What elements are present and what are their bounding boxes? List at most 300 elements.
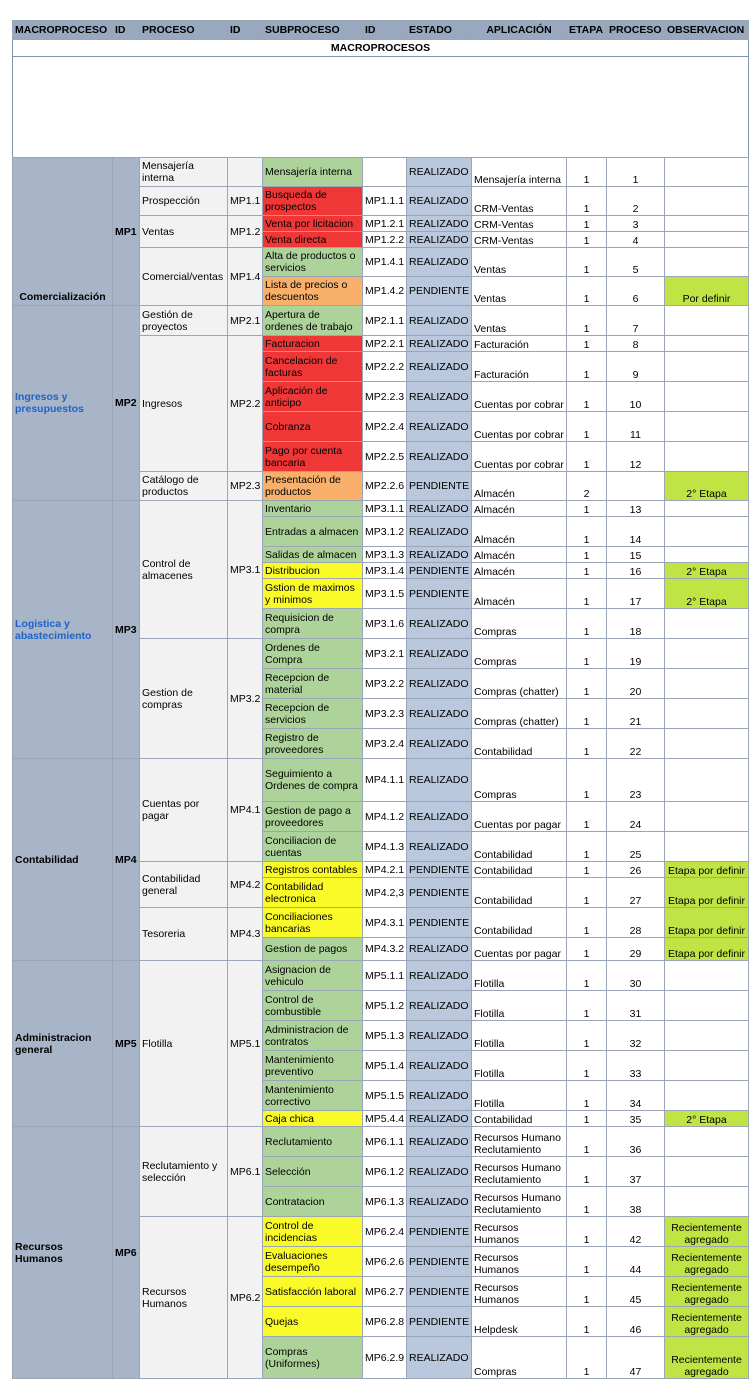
status-cell[interactable]: REALIZADO	[407, 1081, 472, 1111]
subprocess-name[interactable]: Registros contables	[263, 862, 363, 878]
etapa-cell[interactable]: 1	[567, 501, 607, 517]
subprocess-name[interactable]: Gstion de maximos y minimos	[263, 579, 363, 609]
application-cell[interactable]: Contabilidad	[472, 729, 567, 759]
etapa-cell[interactable]: 1	[567, 938, 607, 961]
observation-cell[interactable]	[665, 517, 749, 547]
etapa-cell[interactable]: 1	[567, 563, 607, 579]
status-cell[interactable]: REALIZADO	[407, 248, 472, 277]
status-cell[interactable]: REALIZADO	[407, 306, 472, 336]
subprocess-name[interactable]: Gestion de pago a proveedores	[263, 802, 363, 832]
process-name[interactable]: Control de almacenes	[140, 501, 228, 639]
process-id[interactable]: MP2.2	[228, 336, 263, 472]
observation-cell[interactable]	[665, 639, 749, 669]
process-name[interactable]: Tesoreria	[140, 908, 228, 961]
observation-cell[interactable]: Recientemente agregado	[665, 1307, 749, 1337]
application-cell[interactable]: Cuentas por pagar	[472, 802, 567, 832]
observation-cell[interactable]	[665, 1127, 749, 1157]
status-cell[interactable]: REALIZADO	[407, 832, 472, 862]
status-cell[interactable]: REALIZADO	[407, 547, 472, 563]
subprocess-id[interactable]: MP3.1.1	[363, 501, 407, 517]
observation-cell[interactable]	[665, 336, 749, 352]
observation-cell[interactable]	[665, 1081, 749, 1111]
application-cell[interactable]: Ventas	[472, 248, 567, 277]
application-cell[interactable]: Cuentas por cobrar	[472, 442, 567, 472]
subprocess-name[interactable]: Asignacion de vehiculo	[263, 961, 363, 991]
macro-name[interactable]: Recursos Humanos	[13, 1127, 113, 1379]
status-cell[interactable]: REALIZADO	[407, 1157, 472, 1187]
etapa-cell[interactable]: 1	[567, 729, 607, 759]
process-id[interactable]: MP2.3	[228, 472, 263, 501]
observation-cell[interactable]: Recientemente agregado	[665, 1337, 749, 1379]
application-cell[interactable]: Facturación	[472, 352, 567, 382]
header-macro-id[interactable]: ID	[113, 21, 140, 40]
process-id[interactable]: MP6.2	[228, 1217, 263, 1379]
subprocess-id[interactable]: MP4.1.1	[363, 759, 407, 802]
macro-id[interactable]: MP1	[113, 158, 140, 306]
status-cell[interactable]: REALIZADO	[407, 412, 472, 442]
subprocess-name[interactable]: Pago por cuenta bancaria	[263, 442, 363, 472]
observation-cell[interactable]	[665, 232, 749, 248]
observation-cell[interactable]	[665, 729, 749, 759]
etapa-cell[interactable]: 1	[567, 1021, 607, 1051]
process-name[interactable]: Mensajería interna	[140, 158, 228, 187]
status-cell[interactable]: PENDIENTE	[407, 862, 472, 878]
etapa-cell[interactable]: 1	[567, 158, 607, 187]
subprocess-id[interactable]: MP5.4.4	[363, 1111, 407, 1127]
process-name[interactable]: Comercial/ventas	[140, 248, 228, 306]
etapa-cell[interactable]: 1	[567, 547, 607, 563]
process-name[interactable]: Ventas	[140, 216, 228, 248]
subprocess-id[interactable]: MP2.2.1	[363, 336, 407, 352]
subprocess-name[interactable]: Presentación de productos	[263, 472, 363, 501]
process-number-cell[interactable]: 47	[607, 1337, 665, 1379]
macro-id[interactable]: MP2	[113, 306, 140, 501]
process-id[interactable]: MP3.2	[228, 639, 263, 759]
etapa-cell[interactable]: 1	[567, 1217, 607, 1247]
subprocess-id[interactable]: MP3.2.3	[363, 699, 407, 729]
subprocess-id[interactable]: MP2.1.1	[363, 306, 407, 336]
macro-name[interactable]: Administracion general	[13, 961, 113, 1127]
observation-cell[interactable]	[665, 382, 749, 412]
subprocess-name[interactable]: Caja chica	[263, 1111, 363, 1127]
subprocess-id[interactable]: MP2.2.3	[363, 382, 407, 412]
subprocess-name[interactable]: Salidas de almacen	[263, 547, 363, 563]
subprocess-name[interactable]: Satisfacción laboral	[263, 1277, 363, 1307]
process-number-cell[interactable]: 11	[607, 412, 665, 442]
status-cell[interactable]: PENDIENTE	[407, 1277, 472, 1307]
header-observacion[interactable]: OBSERVACION	[665, 21, 749, 40]
observation-cell[interactable]	[665, 832, 749, 862]
status-cell[interactable]: PENDIENTE	[407, 908, 472, 938]
process-name[interactable]: Ingresos	[140, 336, 228, 472]
application-cell[interactable]: Almacén	[472, 579, 567, 609]
status-cell[interactable]: REALIZADO	[407, 158, 472, 187]
subprocess-id[interactable]: MP4.2.1	[363, 862, 407, 878]
subprocess-name[interactable]: Cobranza	[263, 412, 363, 442]
application-cell[interactable]: Facturación	[472, 336, 567, 352]
status-cell[interactable]: PENDIENTE	[407, 472, 472, 501]
application-cell[interactable]: Contabilidad	[472, 878, 567, 908]
application-cell[interactable]: Contabilidad	[472, 832, 567, 862]
header-proceso[interactable]: PROCESO	[140, 21, 228, 40]
observation-cell[interactable]	[665, 216, 749, 232]
application-cell[interactable]: Cuentas por cobrar	[472, 382, 567, 412]
subprocess-name[interactable]: Seguimiento a Ordenes de compra	[263, 759, 363, 802]
etapa-cell[interactable]: 1	[567, 699, 607, 729]
subprocess-name[interactable]: Contratacion	[263, 1187, 363, 1217]
header-aplicacion[interactable]: APLICACIÓN	[472, 21, 567, 40]
status-cell[interactable]: REALIZADO	[407, 1021, 472, 1051]
process-number-cell[interactable]: 18	[607, 609, 665, 639]
macro-name[interactable]: Ingresos y presupuestos	[13, 306, 113, 501]
status-cell[interactable]: REALIZADO	[407, 609, 472, 639]
process-number-cell[interactable]: 35	[607, 1111, 665, 1127]
etapa-cell[interactable]: 1	[567, 187, 607, 216]
subprocess-name[interactable]: Cancelacion de facturas	[263, 352, 363, 382]
application-cell[interactable]: Flotilla	[472, 1051, 567, 1081]
observation-cell[interactable]: Etapa por definir	[665, 862, 749, 878]
process-name[interactable]: Prospección	[140, 187, 228, 216]
application-cell[interactable]: Contabilidad	[472, 1111, 567, 1127]
etapa-cell[interactable]: 1	[567, 1051, 607, 1081]
subprocess-name[interactable]: Aplicación de anticipo	[263, 382, 363, 412]
observation-cell[interactable]	[665, 961, 749, 991]
process-number-cell[interactable]: 17	[607, 579, 665, 609]
etapa-cell[interactable]: 1	[567, 609, 607, 639]
header-sub-id[interactable]: ID	[363, 21, 407, 40]
process-number-cell[interactable]: 34	[607, 1081, 665, 1111]
application-cell[interactable]: Flotilla	[472, 991, 567, 1021]
status-cell[interactable]: REALIZADO	[407, 669, 472, 699]
process-number-cell[interactable]	[607, 472, 665, 501]
process-name[interactable]: Cuentas por pagar	[140, 759, 228, 862]
process-id[interactable]: MP5.1	[228, 961, 263, 1127]
application-cell[interactable]: Cuentas por cobrar	[472, 412, 567, 442]
subprocess-name[interactable]: Gestion de pagos	[263, 938, 363, 961]
subprocess-id[interactable]: MP1.2.2	[363, 232, 407, 248]
application-cell[interactable]: Recursos Humano Reclutamiento	[472, 1157, 567, 1187]
application-cell[interactable]: Flotilla	[472, 1081, 567, 1111]
status-cell[interactable]: REALIZADO	[407, 1127, 472, 1157]
etapa-cell[interactable]: 1	[567, 216, 607, 232]
status-cell[interactable]: PENDIENTE	[407, 1217, 472, 1247]
status-cell[interactable]: REALIZADO	[407, 187, 472, 216]
status-cell[interactable]: REALIZADO	[407, 699, 472, 729]
observation-cell[interactable]	[665, 352, 749, 382]
etapa-cell[interactable]: 1	[567, 1157, 607, 1187]
application-cell[interactable]: Ventas	[472, 277, 567, 306]
process-number-cell[interactable]: 13	[607, 501, 665, 517]
application-cell[interactable]: Recursos Humano Reclutamiento	[472, 1187, 567, 1217]
observation-cell[interactable]: 2° Etapa	[665, 472, 749, 501]
process-id[interactable]: MP1.2	[228, 216, 263, 248]
subprocess-name[interactable]: Venta directa	[263, 232, 363, 248]
subprocess-name[interactable]: Quejas	[263, 1307, 363, 1337]
subprocess-id[interactable]: MP6.1.3	[363, 1187, 407, 1217]
status-cell[interactable]: REALIZADO	[407, 216, 472, 232]
etapa-cell[interactable]: 1	[567, 1081, 607, 1111]
subprocess-name[interactable]: Apertura de ordenes de trabajo	[263, 306, 363, 336]
application-cell[interactable]: Compras	[472, 1337, 567, 1379]
observation-cell[interactable]	[665, 802, 749, 832]
subprocess-id[interactable]: MP2.2.2	[363, 352, 407, 382]
subprocess-name[interactable]: Mensajería interna	[263, 158, 363, 187]
subprocess-id[interactable]: MP1.4.1	[363, 248, 407, 277]
application-cell[interactable]: Helpdesk	[472, 1307, 567, 1337]
process-number-cell[interactable]: 37	[607, 1157, 665, 1187]
process-name[interactable]: Catálogo de productos	[140, 472, 228, 501]
process-id[interactable]: MP4.1	[228, 759, 263, 862]
status-cell[interactable]: REALIZADO	[407, 517, 472, 547]
subprocess-id[interactable]: MP3.1.6	[363, 609, 407, 639]
application-cell[interactable]: Recursos Humano Reclutamiento	[472, 1127, 567, 1157]
application-cell[interactable]: Compras	[472, 759, 567, 802]
macro-id[interactable]: MP4	[113, 759, 140, 961]
subprocess-id[interactable]: MP2.2.6	[363, 472, 407, 501]
subprocess-id[interactable]: MP4.3.2	[363, 938, 407, 961]
macro-name[interactable]: Comercialización	[13, 158, 113, 306]
etapa-cell[interactable]: 1	[567, 639, 607, 669]
status-cell[interactable]: PENDIENTE	[407, 878, 472, 908]
process-number-cell[interactable]: 2	[607, 187, 665, 216]
etapa-cell[interactable]: 1	[567, 277, 607, 306]
subprocess-name[interactable]: Mantenimiento preventivo	[263, 1051, 363, 1081]
application-cell[interactable]: Contabilidad	[472, 862, 567, 878]
subprocess-id[interactable]: MP2.2.5	[363, 442, 407, 472]
etapa-cell[interactable]: 1	[567, 442, 607, 472]
etapa-cell[interactable]: 1	[567, 336, 607, 352]
application-cell[interactable]: Almacén	[472, 472, 567, 501]
application-cell[interactable]: Almacén	[472, 501, 567, 517]
subprocess-name[interactable]: Reclutamiento	[263, 1127, 363, 1157]
subprocess-name[interactable]: Selección	[263, 1157, 363, 1187]
status-cell[interactable]: REALIZADO	[407, 352, 472, 382]
subprocess-name[interactable]: Evaluaciones desempeño	[263, 1247, 363, 1277]
subprocess-name[interactable]: Requisicion de compra	[263, 609, 363, 639]
subprocess-id[interactable]: MP5.1.4	[363, 1051, 407, 1081]
process-id[interactable]: MP3.1	[228, 501, 263, 639]
subprocess-name[interactable]: Compras (Uniformes)	[263, 1337, 363, 1379]
subprocess-id[interactable]: MP2.2.4	[363, 412, 407, 442]
etapa-cell[interactable]: 1	[567, 412, 607, 442]
process-id[interactable]: MP2.1	[228, 306, 263, 336]
process-number-cell[interactable]: 36	[607, 1127, 665, 1157]
observation-cell[interactable]	[665, 669, 749, 699]
subprocess-id[interactable]: MP4.2,3	[363, 878, 407, 908]
application-cell[interactable]: Almacén	[472, 563, 567, 579]
process-number-cell[interactable]: 38	[607, 1187, 665, 1217]
etapa-cell[interactable]: 1	[567, 1307, 607, 1337]
process-number-cell[interactable]: 25	[607, 832, 665, 862]
process-number-cell[interactable]: 23	[607, 759, 665, 802]
application-cell[interactable]: CRM-Ventas	[472, 216, 567, 232]
macro-name[interactable]: Contabilidad	[13, 759, 113, 961]
subprocess-id[interactable]: MP5.1.5	[363, 1081, 407, 1111]
subprocess-name[interactable]: Inventario	[263, 501, 363, 517]
observation-cell[interactable]	[665, 759, 749, 802]
observation-cell[interactable]: Por definir	[665, 277, 749, 306]
macro-id[interactable]: MP3	[113, 501, 140, 759]
etapa-cell[interactable]: 1	[567, 1277, 607, 1307]
application-cell[interactable]: Almacén	[472, 517, 567, 547]
header-proceso-id[interactable]: ID	[228, 21, 263, 40]
etapa-cell[interactable]: 1	[567, 878, 607, 908]
observation-cell[interactable]	[665, 609, 749, 639]
subprocess-name[interactable]: Administracion de contratos	[263, 1021, 363, 1051]
subprocess-id[interactable]: MP3.2.2	[363, 669, 407, 699]
process-name[interactable]: Reclutamiento y selección	[140, 1127, 228, 1217]
subprocess-id[interactable]: MP6.1.2	[363, 1157, 407, 1187]
etapa-cell[interactable]: 1	[567, 862, 607, 878]
observation-cell[interactable]	[665, 306, 749, 336]
application-cell[interactable]: Compras (chatter)	[472, 699, 567, 729]
process-number-cell[interactable]: 8	[607, 336, 665, 352]
subprocess-id[interactable]: MP1.1.1	[363, 187, 407, 216]
subprocess-name[interactable]: Conciliacion de cuentas	[263, 832, 363, 862]
subprocess-name[interactable]: Busqueda de prospectos	[263, 187, 363, 216]
observation-cell[interactable]	[665, 1187, 749, 1217]
process-number-cell[interactable]: 42	[607, 1217, 665, 1247]
observation-cell[interactable]	[665, 1157, 749, 1187]
subprocess-id[interactable]: MP4.3.1	[363, 908, 407, 938]
header-etapa[interactable]: ETAPA	[567, 21, 607, 40]
subprocess-id[interactable]: MP6.2.7	[363, 1277, 407, 1307]
process-number-cell[interactable]: 4	[607, 232, 665, 248]
observation-cell[interactable]: 2° Etapa	[665, 1111, 749, 1127]
etapa-cell[interactable]: 1	[567, 1247, 607, 1277]
subprocess-id[interactable]: MP1.4.2	[363, 277, 407, 306]
subprocess-id[interactable]: MP3.2.4	[363, 729, 407, 759]
subprocess-id[interactable]: MP6.2.8	[363, 1307, 407, 1337]
subprocess-id[interactable]: MP3.1.2	[363, 517, 407, 547]
header-macroproceso[interactable]: MACROPROCESO	[13, 21, 113, 40]
process-number-cell[interactable]: 32	[607, 1021, 665, 1051]
application-cell[interactable]: CRM-Ventas	[472, 232, 567, 248]
status-cell[interactable]: PENDIENTE	[407, 1247, 472, 1277]
observation-cell[interactable]	[665, 248, 749, 277]
process-number-cell[interactable]: 30	[607, 961, 665, 991]
macro-id[interactable]: MP6	[113, 1127, 140, 1379]
subprocess-id[interactable]: MP4.1.2	[363, 802, 407, 832]
application-cell[interactable]: Ventas	[472, 306, 567, 336]
observation-cell[interactable]: Etapa por definir	[665, 878, 749, 908]
subprocess-id[interactable]: MP3.1.5	[363, 579, 407, 609]
subprocess-name[interactable]: Venta por licitacion	[263, 216, 363, 232]
subprocess-id[interactable]: MP6.2.9	[363, 1337, 407, 1379]
status-cell[interactable]: REALIZADO	[407, 1051, 472, 1081]
observation-cell[interactable]: 2° Etapa	[665, 563, 749, 579]
header-subproceso[interactable]: SUBPROCESO	[263, 21, 363, 40]
etapa-cell[interactable]: 1	[567, 961, 607, 991]
observation-cell[interactable]: 2° Etapa	[665, 579, 749, 609]
process-number-cell[interactable]: 7	[607, 306, 665, 336]
process-number-cell[interactable]: 14	[607, 517, 665, 547]
header-estado[interactable]: ESTADO	[407, 21, 472, 40]
etapa-cell[interactable]: 1	[567, 759, 607, 802]
etapa-cell[interactable]: 1	[567, 1337, 607, 1379]
header-proceso-num[interactable]: PROCESO	[607, 21, 665, 40]
process-number-cell[interactable]: 28	[607, 908, 665, 938]
observation-cell[interactable]: Etapa por definir	[665, 908, 749, 938]
process-number-cell[interactable]: 3	[607, 216, 665, 232]
application-cell[interactable]: Flotilla	[472, 1021, 567, 1051]
process-number-cell[interactable]: 1	[607, 158, 665, 187]
process-id[interactable]	[228, 158, 263, 187]
subprocess-id[interactable]: MP6.2.6	[363, 1247, 407, 1277]
observation-cell[interactable]	[665, 1051, 749, 1081]
process-number-cell[interactable]: 22	[607, 729, 665, 759]
etapa-cell[interactable]: 1	[567, 352, 607, 382]
subprocess-name[interactable]: Registro de proveedores	[263, 729, 363, 759]
application-cell[interactable]: Contabilidad	[472, 908, 567, 938]
subprocess-name[interactable]: Recepcion de servicios	[263, 699, 363, 729]
etapa-cell[interactable]: 1	[567, 908, 607, 938]
status-cell[interactable]: REALIZADO	[407, 336, 472, 352]
status-cell[interactable]: REALIZADO	[407, 759, 472, 802]
status-cell[interactable]: REALIZADO	[407, 639, 472, 669]
process-number-cell[interactable]: 9	[607, 352, 665, 382]
etapa-cell[interactable]: 1	[567, 306, 607, 336]
process-number-cell[interactable]: 20	[607, 669, 665, 699]
observation-cell[interactable]: Etapa por definir	[665, 938, 749, 961]
status-cell[interactable]: REALIZADO	[407, 991, 472, 1021]
etapa-cell[interactable]: 1	[567, 232, 607, 248]
etapa-cell[interactable]: 1	[567, 382, 607, 412]
subprocess-name[interactable]: Recepcion de material	[263, 669, 363, 699]
subprocess-name[interactable]: Contabilidad electronica	[263, 878, 363, 908]
etapa-cell[interactable]: 1	[567, 802, 607, 832]
observation-cell[interactable]: Recientemente agregado	[665, 1277, 749, 1307]
macro-name[interactable]: Logistica y abastecimiento	[13, 501, 113, 759]
subprocess-name[interactable]: Control de combustible	[263, 991, 363, 1021]
status-cell[interactable]: REALIZADO	[407, 729, 472, 759]
process-number-cell[interactable]: 33	[607, 1051, 665, 1081]
etapa-cell[interactable]: 1	[567, 248, 607, 277]
process-number-cell[interactable]: 10	[607, 382, 665, 412]
subprocess-id[interactable]: MP5.1.3	[363, 1021, 407, 1051]
subprocess-name[interactable]: Control de incidencias	[263, 1217, 363, 1247]
status-cell[interactable]: PENDIENTE	[407, 563, 472, 579]
process-number-cell[interactable]: 24	[607, 802, 665, 832]
subprocess-id[interactable]: MP3.1.3	[363, 547, 407, 563]
observation-cell[interactable]	[665, 991, 749, 1021]
etapa-cell[interactable]: 1	[567, 579, 607, 609]
macro-id[interactable]: MP5	[113, 961, 140, 1127]
subprocess-id[interactable]: MP5.1.1	[363, 961, 407, 991]
application-cell[interactable]: Cuentas por pagar	[472, 938, 567, 961]
subprocess-id[interactable]	[363, 158, 407, 187]
application-cell[interactable]: Compras (chatter)	[472, 669, 567, 699]
status-cell[interactable]: REALIZADO	[407, 382, 472, 412]
observation-cell[interactable]	[665, 442, 749, 472]
process-number-cell[interactable]: 6	[607, 277, 665, 306]
process-number-cell[interactable]: 44	[607, 1247, 665, 1277]
subprocess-id[interactable]: MP6.1.1	[363, 1127, 407, 1157]
process-number-cell[interactable]: 27	[607, 878, 665, 908]
status-cell[interactable]: PENDIENTE	[407, 277, 472, 306]
process-id[interactable]: MP1.4	[228, 248, 263, 306]
subprocess-id[interactable]: MP1.2.1	[363, 216, 407, 232]
subprocess-id[interactable]: MP3.1.4	[363, 563, 407, 579]
observation-cell[interactable]: Recientemente agregado	[665, 1247, 749, 1277]
process-number-cell[interactable]: 12	[607, 442, 665, 472]
status-cell[interactable]: REALIZADO	[407, 1187, 472, 1217]
etapa-cell[interactable]: 1	[567, 1127, 607, 1157]
subprocess-name[interactable]: Ordenes de Compra	[263, 639, 363, 669]
observation-cell[interactable]	[665, 187, 749, 216]
process-name[interactable]: Contabilidad general	[140, 862, 228, 908]
subprocess-id[interactable]: MP4.1.3	[363, 832, 407, 862]
